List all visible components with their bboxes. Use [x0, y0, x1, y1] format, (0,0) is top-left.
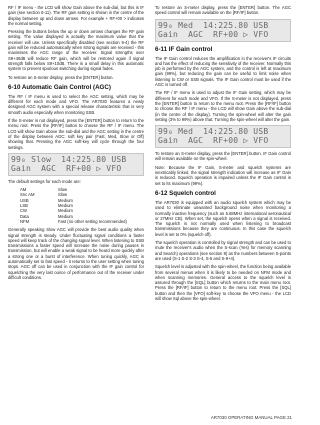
setting-cell: Fast (no other setting recommended) [58, 218, 127, 224]
agc-defaults-table [20, 187, 127, 224]
mode-cell: NFM [20, 218, 30, 224]
right-column [155, 5, 291, 304]
paragraph: The RF / IF menu is used to adjust the IF Gain setting, which may be different for each mode and VFO. If the S-meter is not displayed, press the [ENTER] button to return to the menu root. Press the [RF/IF] button to choose the RF / IF menu - the LCD will show Gain above the sub-dial (in the centre of the display). Turning the spin-wheel will alter the gain setting (3% to 99%) above that. Turning the spin-wheel will alter the gain. [155, 90, 291, 122]
mode-cell: CW [20, 208, 27, 214]
setting-cell: Medium [58, 208, 73, 214]
paragraph: The IF Gain control reduces the amplification in the receiver's IF circuits and has the effect of reducing the sensitivity of the receiver. Normally this job is performed by the AGC system, and the control is left at maximum gain (99%), but reducing the gain can be useful to limit noise when listening to CW or SSB signals. The IF Gain control must be used if the AGC is turned off. [155, 55, 291, 88]
paragraph: To restore an S-meter display, press the [ENTER] button. [8, 74, 114, 80]
lcd-line: 99₀ Slow 14:225.80 USB [11, 154, 127, 164]
setting-cell: Medium [58, 197, 73, 203]
paragraph: Generally speaking Slow AGC will provide the best audio quality when signal strength is steady. Under fluctuating signal conditions a faster speed will keep track of the changing signal level. When listening to SSB transmissions a faster speed will increase the noise during pauses in transmission, but will enable a weak signal to be heard more quickly after a strong one or a burst of interference. When tuning quickly, AGC is automatically set to fast speed - it returns to the user setting when tuning stops. AGC off can be used in conjunction with the IF gain control for squelching the very last ounce of performance out of the receiver under difficult conditions. [8, 227, 144, 280]
mode-cell: Data [20, 213, 29, 219]
setting-cell: Slow [58, 187, 68, 193]
paragraph: The AR7030 is equipped with an audio squelch system which may be used to eliminate unwanted background noise when monitoring a normally inactive frequency (such as 5.68MHz international aeronautical or 27MHz CB). When set, the squelch opens when a signal is received. The squelch is not normally used when listening to broadcast transmissions because they are continuous. In this case the squelch level is set to 0% (squelch off). [155, 199, 291, 237]
paragraph: The squelch operation is controlled by signal strength and can be used to mute the receiver's audio when the S-scan (Yes) for memory scanning and Search) operations (see section 8) as the numbers between S-points are used (S-1 S-2 S-3 S-4, S-5 and S-9+4). [155, 240, 291, 261]
setting-cell: Medium [58, 213, 73, 219]
mode-cell: USB [20, 197, 29, 203]
setting-cell: Slow [58, 192, 68, 198]
paragraph: Pressing the buttons below the up or down arrows changes the RF gain setting. The value displayed is actually the maximum value that the receiver will use. Unless specifically disabled (see section 9-4) the RF gain will be reduced automatically when strong signals are received - this maximises the AGC range of the receiver. Signal strengths over S9+40dB will reduce RF gain, which will be restored again if signal strength falls below S9+10dB. There is a small delay in this automatic system to prevent spurious switching during signal fades. [8, 29, 144, 72]
paragraph: If the S-meter is not displayed, press the [ENTER] button to return to the menu root. Press the [RF/IF] button to choose the RF / IF menu. The LCD will show Gain above the sub-dial and the AGC setting in the centre of the display between AGC: soft key pair (Fast, Med, Slow or Off) showing that. Pressing the AGC soft-key will cycle through the four settings. [8, 118, 144, 150]
section-heading: 6-10 Automatic Gain Control (AGC) [8, 83, 111, 91]
paragraph: Squelch level is adjusted with the spin-wheel, the function being available from several menus when it is likely to be needed on NFM mode and when scanning memories. General access to the squelch level is assured through the [SQL] button which returns to the main menu root. Press the [RF/IF] button to return to the menu root. Press the [SQL] button and then the [VFO] soft-key to choose the VFO menu - the LCD will show Sql above the spin-wheel. [155, 264, 291, 301]
lcd-line: Gain AGC RF+00 ▷ VFO [158, 29, 269, 39]
mode-cell: LSB [20, 203, 28, 209]
table-row [20, 219, 127, 224]
left-column [8, 5, 144, 283]
setting-cell: Medium [58, 203, 73, 209]
paragraph: The default settings for each mode are: [8, 178, 81, 184]
lcd-line: Gain AGC RF+00 ▷ VFO [158, 136, 269, 146]
lcd-line: 99₀ Med 14:225.80 USB [158, 127, 269, 137]
mode-cell: Snc AM [20, 192, 35, 198]
lcd-line: Gain AGC RF+00 ▷ VFO [11, 163, 122, 173]
paragraph: To restore an S-meter display, press the [ENTER] button. The AGC speed control will remain available on the [RF/IF] button. [155, 5, 291, 16]
lcd-line: 99₀ Med 14:225.80 USB [158, 20, 269, 30]
lcd-display [8, 153, 144, 176]
paragraph: The RF / IF menu is used to select the AGC setting, which may be different for each mode and VFO. The AR7030 features a newly designed AGC system with a special release characteristic that is very smooth audio especially when monitoring SSB. [8, 93, 144, 115]
section-heading: 6-12 Squelch control [155, 189, 216, 197]
lcd-display [155, 19, 291, 42]
page-footer: AR7030 OPERATING MANUAL PAGE 21 [210, 415, 292, 420]
paragraph: To restore an S-meter display, press the [ENTER] button. IF Gain control will remain available on the spin-wheel. [155, 151, 291, 162]
section-heading: 6-11 IF Gain control [155, 45, 213, 53]
lcd-display [155, 125, 291, 148]
paragraph: RF / IF menu - the LCD will show Gain above the sub-dial, but this is IF gain (see section 6-11). The RF gain setting is shown in the centre of the display between up and down arrows. For example + RF+00 > indicates the normal setting. [8, 5, 144, 26]
note-paragraph: Note: Because the IF Gain, S-meter and squelch systems are inextricably linked, the signal strength indication will increase as IF Gain is reduced. Squelch operation is impaired unless the IF Gain control is set to its maximum (99%). [155, 164, 291, 186]
mode-cell: AM [20, 187, 27, 193]
